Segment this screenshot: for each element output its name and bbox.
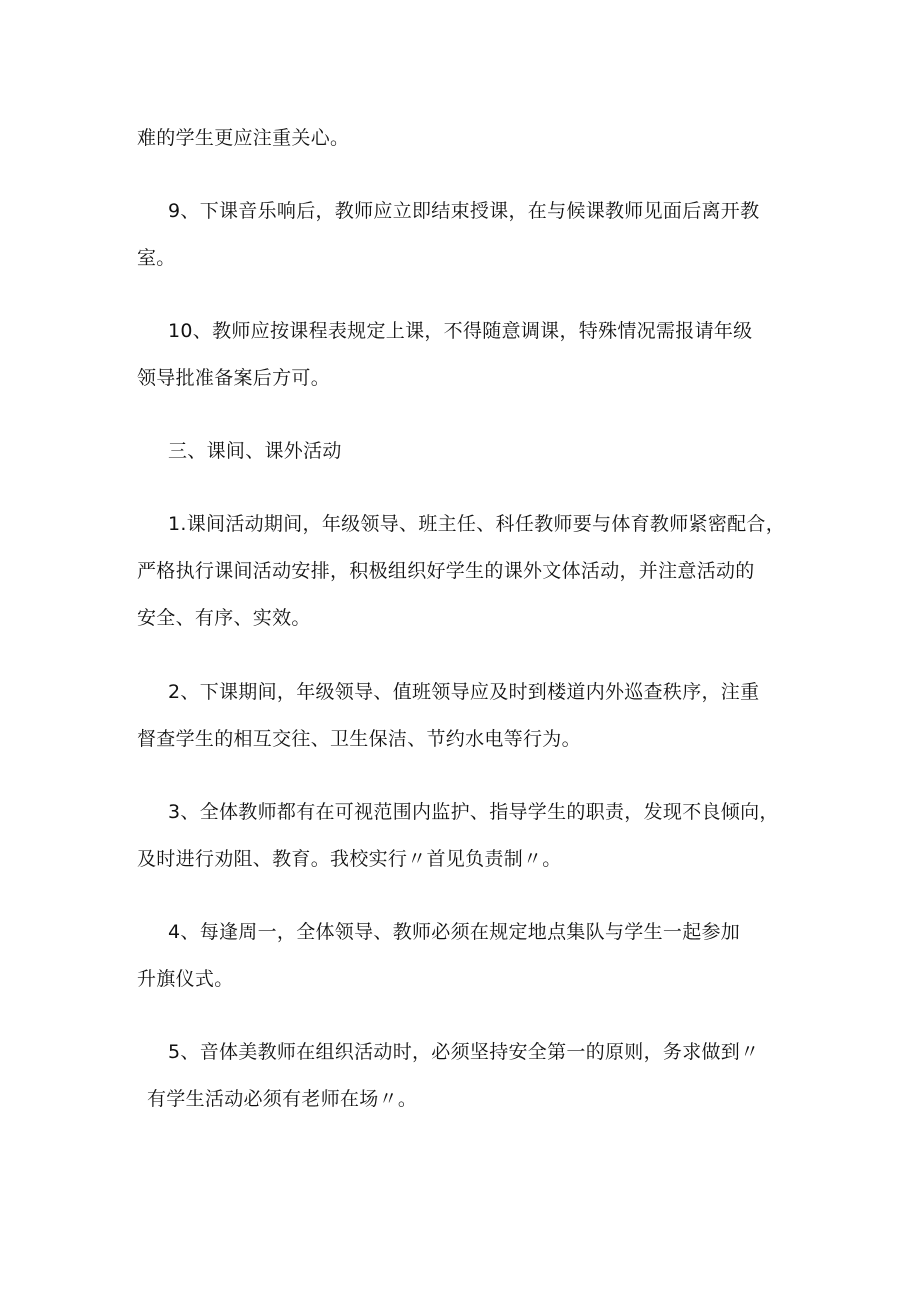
paragraph-line: 5、音体美教师在组织活动时，必须坚持安全第一的原则，务求做到〃	[168, 1041, 760, 1063]
paragraph-line: 3、全体教师都有在可视范围内监护、指导学生的职责，发现不良倾向，	[168, 801, 779, 823]
paragraph-line: 4、每逢周一，全体领导、教师必须在规定地点集队与学生一起参加	[168, 921, 741, 943]
paragraph-line: 2、下课期间，年级领导、值班领导应及时到楼道内外巡查秩序，注重	[168, 681, 760, 703]
paragraph-line: 1.课间活动期间，年级领导、班主任、科任教师要与体育教师紧密配合，	[168, 513, 786, 535]
paragraph-line: 10、教师应按课程表规定上课，不得随意调课，特殊情况需报请年级	[168, 320, 753, 342]
paragraph-line: 督查学生的相互交往、卫生保洁、节约水电等行为。	[137, 728, 581, 750]
paragraph-line: 室。	[137, 247, 176, 269]
paragraph-line: 有学生活动必须有老师在场〃。	[147, 1088, 418, 1110]
paragraph-line: 难的学生更应注重关心。	[137, 127, 350, 149]
paragraph-line: 严格执行课间活动安排，积极组织好学生的课外文体活动，并注意活动的	[137, 560, 755, 582]
section-heading: 三、课间、课外活动	[168, 440, 342, 462]
paragraph-line: 9、下课音乐响后，教师应立即结束授课，在与候课教师见面后离开教	[168, 200, 760, 222]
paragraph-line: 领导批准备案后方可。	[137, 367, 331, 389]
paragraph-line: 升旗仪式。	[137, 968, 234, 990]
paragraph-line: 安全、有序、实效。	[137, 607, 311, 629]
paragraph-line: 及时进行劝阻、教育。我校实行〃首见负责制〃。	[137, 848, 562, 870]
